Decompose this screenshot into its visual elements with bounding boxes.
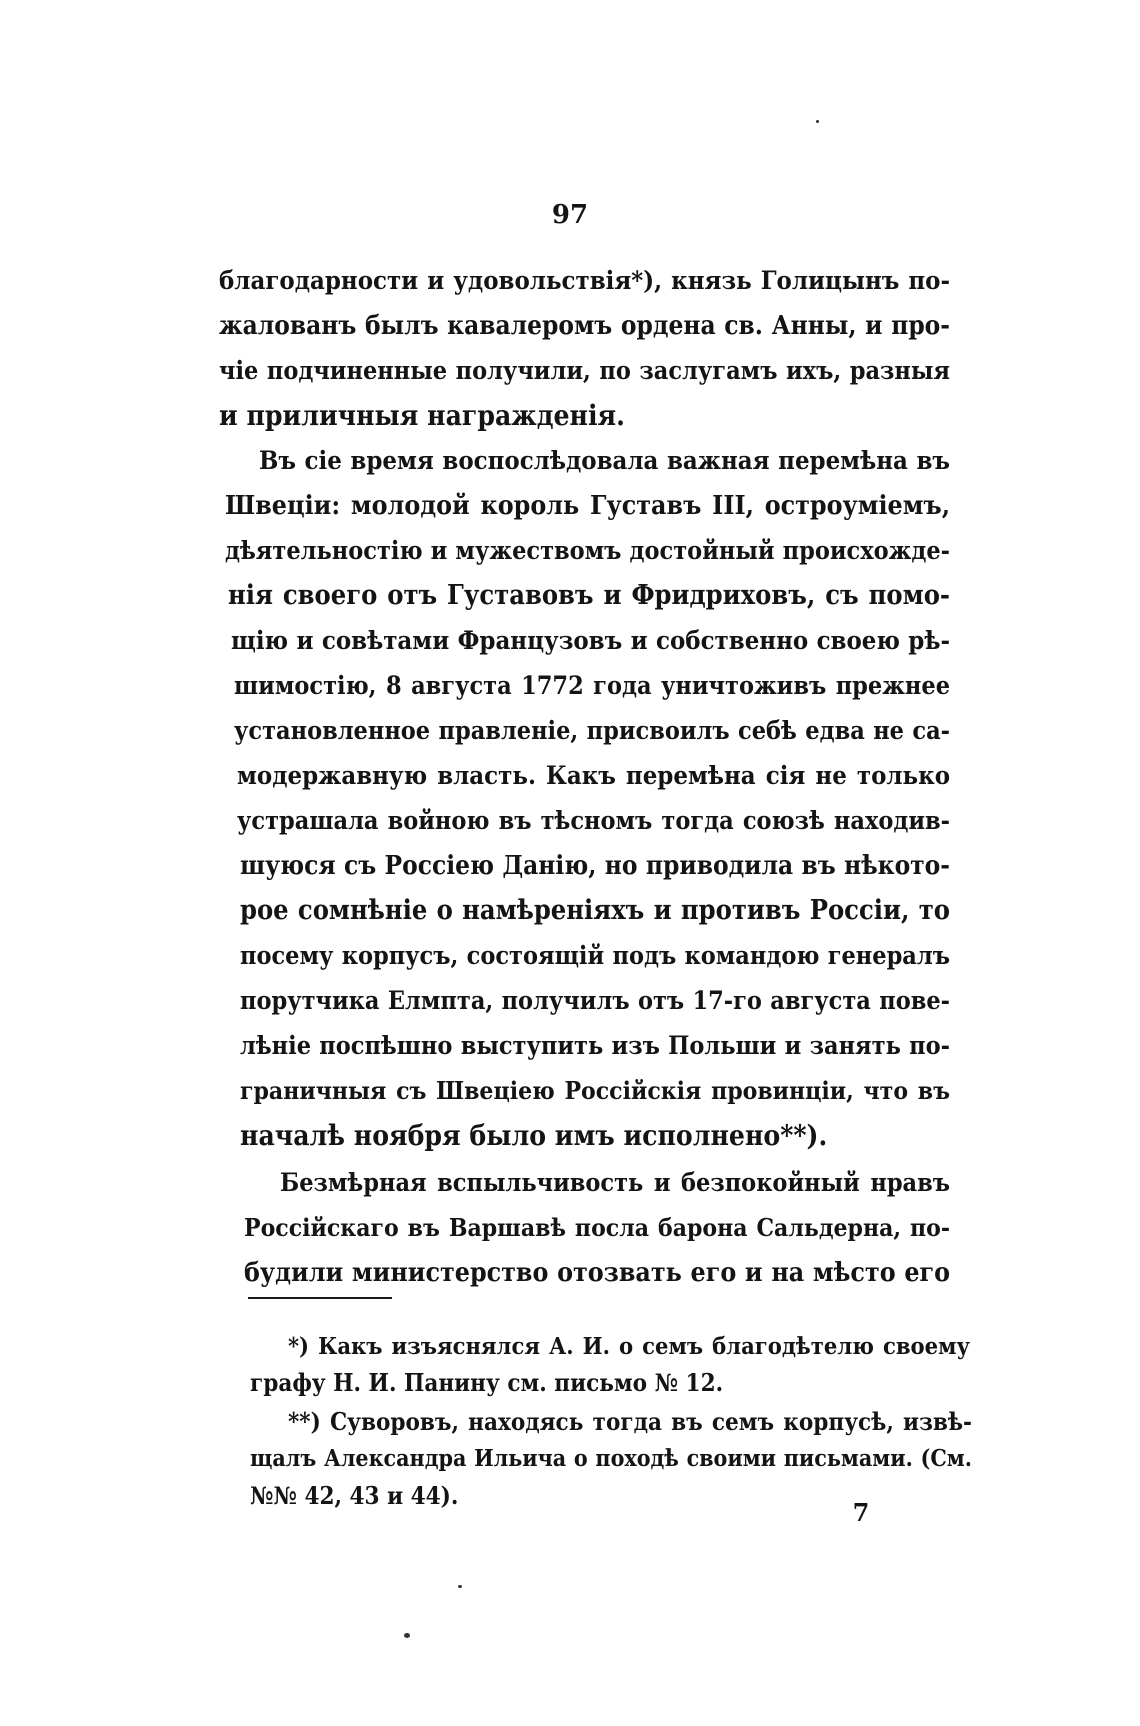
signature-mark: 7 bbox=[852, 1498, 870, 1527]
text-line: устрашала войною въ тѣсномъ тогда союзѣ находив- bbox=[237, 806, 950, 835]
text-line: благодарности и удовольствія*), князь Голицынъ по- bbox=[219, 266, 950, 296]
paragraph-first-line: Въ сіе время воспослѣдовала важная перемѣна въ bbox=[259, 446, 950, 476]
text-line: модержавную власть. Какъ перемѣна сія не только bbox=[237, 761, 950, 791]
text-line: жалованъ былъ кавалеромъ ордена св. Анны, и про- bbox=[219, 311, 950, 341]
paragraph-first-line: Безмѣрная вспыльчивость и безпокойный нравъ bbox=[280, 1168, 950, 1197]
footnote-line: *) Какъ изъяснялся А. И. о семъ благодѣтелю своему bbox=[288, 1332, 970, 1360]
text-line: установленное правленіе, присвоилъ себѣ едва не са- bbox=[234, 716, 950, 745]
text-line: будили министерство отозвать его и на мѣсто его bbox=[244, 1257, 950, 1288]
text-line: шимостію, 8 августа 1772 года уничтоживъ прежнее bbox=[234, 671, 950, 700]
text-line: началѣ ноября было имъ исполнено**). bbox=[240, 1119, 828, 1152]
footnote-line: №№ 42, 43 и 44). bbox=[250, 1481, 459, 1510]
text-line: граничныя съ Швеціею Россійскія провинціи, что въ bbox=[240, 1076, 950, 1105]
text-line: Швеціи: молодой король Густавъ III, остроуміемъ, bbox=[225, 490, 950, 521]
text-line: нія своего отъ Густавовъ и Фридриховъ, съ помо- bbox=[228, 580, 950, 611]
text-line: порутчика Елмпта, получилъ отъ 17-го августа пове- bbox=[240, 986, 950, 1015]
text-line: лѣніе поспѣшно выступить изъ Польши и занять по- bbox=[240, 1031, 950, 1060]
footnote-line: **) Суворовъ, находясь тогда въ семъ корпусѣ, извѣ- bbox=[288, 1407, 972, 1436]
text-line: Россійскаго въ Варшавѣ посла барона Сальдерна, по- bbox=[244, 1213, 950, 1242]
text-line: и приличныя награжденія. bbox=[219, 399, 625, 432]
text-line: чіе подчиненные получили, по заслугамъ ихъ, разныя bbox=[219, 356, 950, 385]
text-line: рое сомнѣніе о намѣреніяхъ и противъ Россіи, то bbox=[240, 895, 950, 926]
footnote-line: графу Н. И. Панину см. письмо № 12. bbox=[250, 1368, 724, 1397]
footnote-line: щалъ Александра Ильича о походѣ своими письмами. (См. bbox=[250, 1445, 972, 1472]
footnote-rule bbox=[248, 1297, 392, 1299]
text-line: посему корпусъ, состоящій подъ командою генералъ bbox=[240, 941, 950, 970]
paper-speck bbox=[816, 120, 819, 123]
paper-speck bbox=[404, 1633, 410, 1638]
text-line: шуюся съ Россіею Данію, но приводила въ нѣкото- bbox=[240, 851, 950, 881]
paper-speck bbox=[458, 1585, 462, 1588]
text-line: дѣятельностію и мужествомъ достойный происхожде- bbox=[225, 536, 950, 565]
text-line: щію и совѣтами Французовъ и собственно своею рѣ- bbox=[231, 626, 950, 656]
page-number: 97 bbox=[551, 200, 589, 230]
